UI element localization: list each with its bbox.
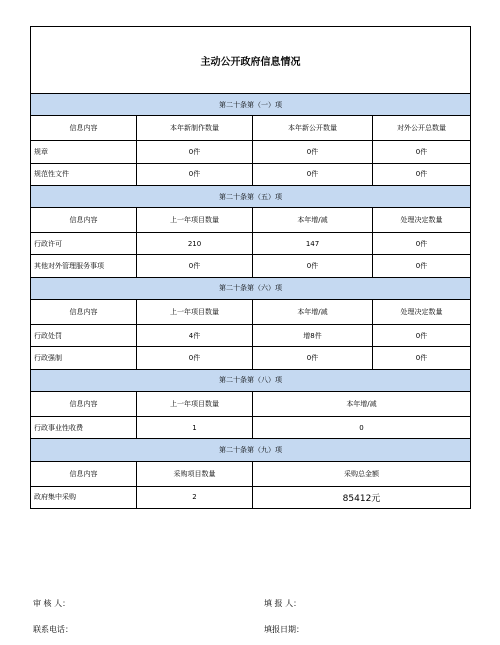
column-header: 处理决定数量 (373, 300, 471, 325)
column-header-row (31, 391, 471, 416)
section-header-row (31, 94, 471, 116)
section-header-row (31, 277, 471, 299)
section-header-row (31, 185, 471, 207)
section-title: 第二十条第（一）项 (31, 94, 471, 116)
table-row (31, 255, 471, 277)
column-header: 信息内容 (31, 116, 137, 141)
column-header-row (31, 461, 471, 486)
report-sheet (30, 26, 470, 509)
table-row (31, 141, 471, 163)
table-cell: 0件 (137, 347, 253, 369)
table-row (31, 347, 471, 369)
table-cell: 1 (137, 416, 253, 438)
column-header: 上一年项目数量 (137, 391, 253, 416)
table-row (31, 416, 471, 438)
column-header: 上一年项目数量 (137, 300, 253, 325)
table-row (31, 233, 471, 255)
phone-label: 联系电话： (33, 625, 73, 634)
column-header-row (31, 116, 471, 141)
row-label: 政府集中采购 (31, 486, 137, 508)
column-header: 本年新制作数量 (137, 116, 253, 141)
row-label: 其他对外管理服务事项 (31, 255, 137, 277)
total-amount-cell: 85412元 (253, 486, 471, 508)
column-header-row (31, 300, 471, 325)
row-label: 行政处罚 (31, 325, 137, 347)
column-header: 信息内容 (31, 300, 137, 325)
column-header: 信息内容 (31, 208, 137, 233)
table-cell: 0件 (373, 255, 471, 277)
table-cell: 0件 (373, 163, 471, 185)
column-header: 信息内容 (31, 461, 137, 486)
table-cell: 0件 (137, 163, 253, 185)
table-cell: 0 (253, 416, 471, 438)
table-cell: 0件 (253, 163, 373, 185)
table-cell: 0件 (373, 141, 471, 163)
title-row (31, 27, 471, 94)
column-header-row (31, 208, 471, 233)
table-cell: 0件 (373, 347, 471, 369)
column-header: 对外公开总数量 (373, 116, 471, 141)
table-cell: 2 (137, 486, 253, 508)
column-header: 信息内容 (31, 391, 137, 416)
section-title: 第二十条第（九）项 (31, 439, 471, 461)
section-header-row (31, 369, 471, 391)
date-label: 填报日期： (264, 625, 304, 634)
column-header: 本年增/减 (253, 391, 471, 416)
section-title: 第二十条第（五）项 (31, 185, 471, 207)
table-cell: 增8件 (253, 325, 373, 347)
disclosure-table (30, 26, 471, 509)
section-title: 第二十条第（六）项 (31, 277, 471, 299)
table-cell: 0件 (137, 141, 253, 163)
column-header: 处理决定数量 (373, 208, 471, 233)
row-label: 规范性文件 (31, 163, 137, 185)
table-row (31, 163, 471, 185)
preparer-label: 填 报 人： (264, 599, 302, 608)
table-cell: 0件 (253, 255, 373, 277)
row-label: 规章 (31, 141, 137, 163)
column-header: 本年增/减 (253, 300, 373, 325)
column-header: 本年增/减 (253, 208, 373, 233)
column-header: 上一年项目数量 (137, 208, 253, 233)
table-cell: 210 (137, 233, 253, 255)
column-header: 采购项目数量 (137, 461, 253, 486)
table-row (31, 325, 471, 347)
reviewer-label: 审 核 人： (33, 599, 71, 608)
section-header-row (31, 439, 471, 461)
row-label: 行政强制 (31, 347, 137, 369)
row-label: 行政许可 (31, 233, 137, 255)
page-title: 主动公开政府信息情况 (31, 27, 471, 94)
column-header: 本年新公开数量 (253, 116, 373, 141)
table-cell: 0件 (253, 141, 373, 163)
table-cell: 0件 (253, 347, 373, 369)
column-header: 采购总金额 (253, 461, 471, 486)
section-title: 第二十条第（八）项 (31, 369, 471, 391)
table-cell: 0件 (373, 325, 471, 347)
table-cell: 4件 (137, 325, 253, 347)
row-label: 行政事业性收费 (31, 416, 137, 438)
table-cell: 147 (253, 233, 373, 255)
table-cell: 0件 (373, 233, 471, 255)
table-row (31, 486, 471, 508)
table-cell: 0件 (137, 255, 253, 277)
